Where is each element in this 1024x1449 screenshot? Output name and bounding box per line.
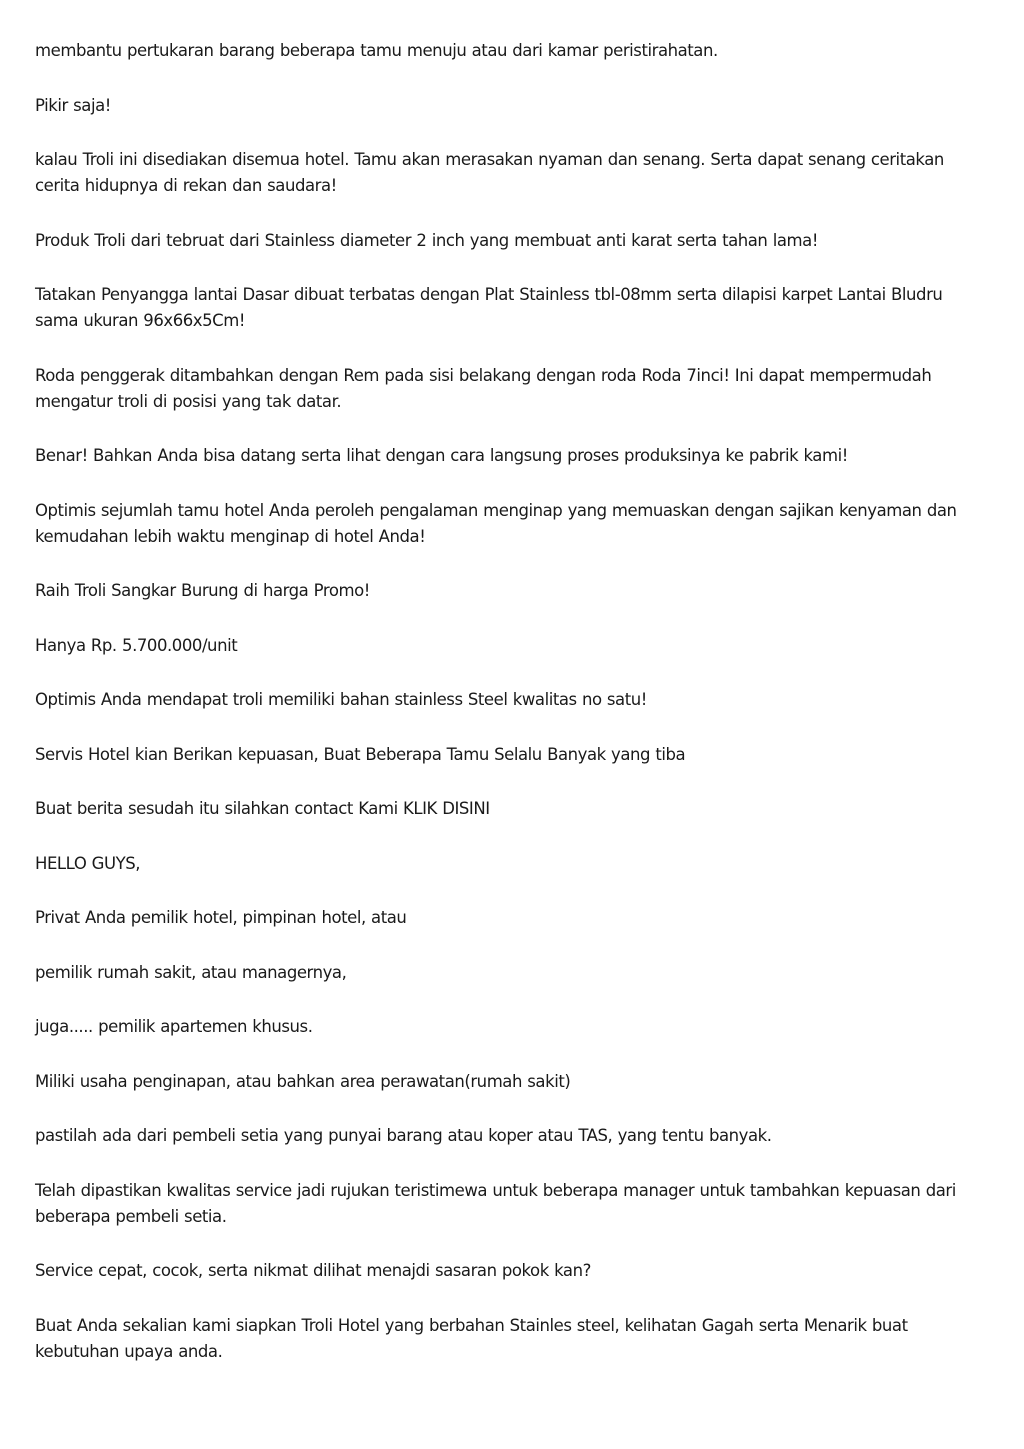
paragraph: Miliki usaha penginapan, atau bahkan area perawatan(rumah sakit) [35,1071,571,1091]
paragraph: Buat Anda sekalian kami siapkan Troli Hotel yang berbahan Stainles steel, kelihatan Gagah serta Menarik buat kebutuhan upaya anda. [35,1315,908,1361]
paragraph: Roda penggerak ditambahkan dengan Rem pada sisi belakang dengan roda Roda 7inci! Ini dapat mempermudah mengatur troli di posisi yang tak datar. [35,365,932,411]
paragraph: pemilik rumah sakit, atau managernya, [35,962,347,982]
contact-paragraph: Buat berita sesudah itu silahkan contact Kami KLIK DISINI [35,799,490,818]
paragraph: Telah dipastikan kwalitas service jadi rujukan teristimewa untuk beberapa manager untuk tambahkan kepuasan dari beberapa pembeli setia. [35,1180,956,1226]
price-paragraph: Hanya Rp. 5.700.000/unit [35,635,238,655]
paragraph: Produk Troli dari tebruat dari Stainless diameter 2 inch yang membuat anti karat serta tahan lama! [35,230,818,250]
paragraph: membantu pertukaran barang beberapa tamu menuju atau dari kamar peristirahatan. [35,41,718,60]
document-body [35,38,990,1393]
paragraph: Tatakan Penyangga lantai Dasar dibuat terbatas dengan Plat Stainless tbl-08mm serta dilapisi karpet Lantai Bludru sama ukuran 96x66x5Cm! [35,285,943,330]
paragraph: kalau Troli ini disediakan disemua hotel. Tamu akan merasakan nyaman dan senang. Serta dapat senang ceritakan cerita hidupnya di rekan dan saudara! [35,150,944,195]
paragraph: Privat Anda pemilik hotel, pimpinan hotel, atau [35,908,407,927]
paragraph: Servis Hotel kian Berikan kepuasan, Buat Beberapa Tamu Selalu Banyak yang tiba [35,744,686,764]
paragraph: Raih Troli Sangkar Burung di harga Promo! [35,581,370,600]
paragraph: Benar! Bahkan Anda bisa datang serta lihat dengan cara langsung proses produksinya ke pabrik kami! [35,446,848,465]
paragraph: pastilah ada dari pembeli setia yang punyai barang atau koper atau TAS, yang tentu banyak. [35,1126,772,1145]
paragraph: Optimis Anda mendapat troli memiliki bahan stainless Steel kwalitas no satu! [35,690,647,709]
paragraph: Optimis sejumlah tamu hotel Anda peroleh pengalaman menginap yang memuaskan dengan sajikan kenyaman dan kemudahan lebih waktu menginap di hotel Anda! [35,500,957,546]
paragraph: Service cepat, cocok, serta nikmat dilihat menajdi sasaran pokok kan? [35,1261,591,1280]
paragraph: Pikir saja! [35,95,111,115]
paragraph: juga..... pemilik apartemen khusus. [35,1017,313,1036]
greeting-paragraph: HELLO GUYS, [35,853,141,873]
